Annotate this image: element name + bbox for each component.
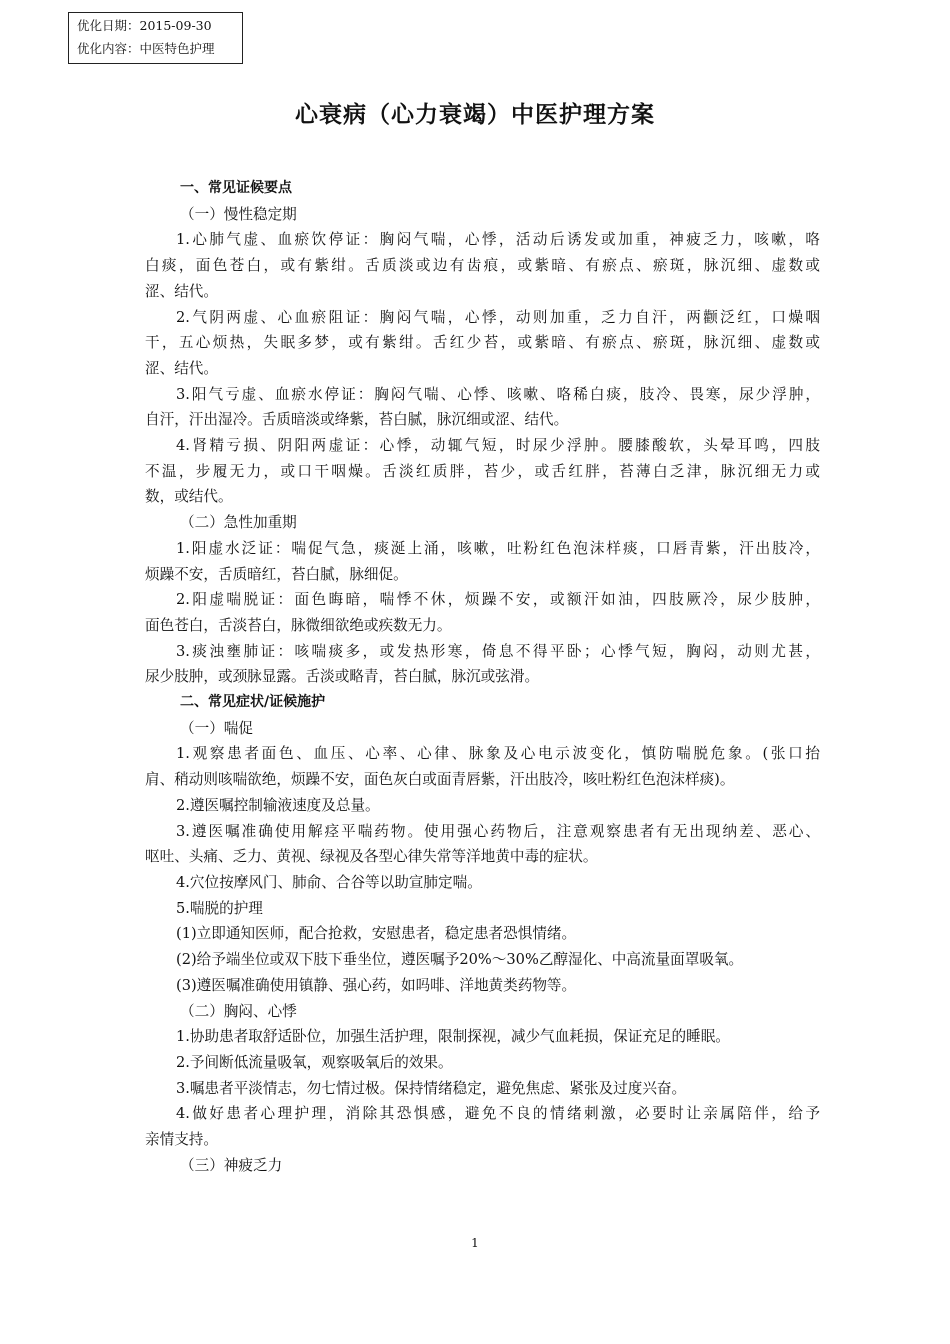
subsection-heading: （三）神疲乏力 <box>180 1156 283 1174</box>
paragraph-last-line: 涩、结代。 <box>145 359 218 377</box>
paragraph-line: 2.予间断低流量吸氧，观察吸氧后的效果。 <box>176 1053 453 1071</box>
optimization-content: 优化内容：中医特色护理 <box>77 41 215 56</box>
subsection-heading: （二）胸闷、心悸 <box>180 1002 297 1020</box>
paragraph-line: 4.穴位按摩风门、肺俞、合谷等以助宣肺定喘。 <box>176 873 482 891</box>
paragraph-first-line: 1.心肺气虚、血瘀饮停证：胸闷气喘，心悸，活动后诱发或加重，神疲乏力，咳嗽，咯 <box>176 231 820 249</box>
paragraph-last-line: 呕吐、头痛、乏力、黄视、绿视及各型心律失常等洋地黄中毒的症状。 <box>145 848 598 866</box>
paragraph-line: (2)给予端坐位或双下肢下垂坐位，遵医嘱予20%～30%乙醇湿化、中高流量面罩吸氧。 <box>176 951 744 969</box>
paragraph-line: 5.喘脱的护理 <box>176 899 263 917</box>
paragraph-first-line: 3.痰浊壅肺证：咳喘痰多，或发热形寒，倚息不得平卧；心悸气短，胸闷，动则尤甚， <box>176 642 820 660</box>
paragraph-line: 1.协助患者取舒适卧位，加强生活护理，限制探视，减少气血耗损，保证充足的睡眠。 <box>176 1028 730 1046</box>
paragraph-last-line: 烦躁不安，舌质暗红，苔白腻，脉细促。 <box>145 565 408 583</box>
paragraph-last-line: 涩、结代。 <box>145 282 218 300</box>
optimization-date: 优化日期：2015-09-30 <box>77 18 212 33</box>
paragraph-first-line: 1.阳虚水泛证：喘促气急，痰涎上涌，咳嗽，吐粉红色泡沫样痰，口唇青紫，汗出肢冷， <box>176 539 820 557</box>
subsection-heading: （一）慢性稳定期 <box>180 205 297 223</box>
paragraph-last-line: 尿少肢肿，或颈脉显露。舌淡或略青，苔白腻，脉沉或弦滑。 <box>145 668 540 686</box>
paragraph-line: 3.嘱患者平淡情志，勿七情过极。保持情绪稳定，避免焦虑、紧张及过度兴奋。 <box>176 1079 687 1097</box>
paragraph-line: 2.遵医嘱控制输液速度及总量。 <box>176 796 380 814</box>
paragraph-first-line: 3.遵医嘱准确使用解痉平喘药物。使用强心药物后，注意观察患者有无出现纳差、恶心、 <box>176 822 820 840</box>
optimization-info-box <box>68 12 243 64</box>
document-title: 心衰病（心力衰竭）中医护理方案 <box>295 102 655 128</box>
paragraph-line: 白痰，面色苍白，或有紫绀。舌质淡或边有齿痕，或紫暗、有瘀点、瘀斑，脉沉细、虚数或 <box>145 257 820 275</box>
paragraph-line: (1)立即通知医师，配合抢救，安慰患者，稳定患者恐惧情绪。 <box>176 925 577 943</box>
paragraph-first-line: 2.阳虚喘脱证：面色晦暗，喘悸不休，烦躁不安，或额汗如油，四肢厥冷，尿少肢肿， <box>176 591 820 609</box>
section-heading: 一、常见证候要点 <box>180 180 292 196</box>
paragraph-last-line: 数，或结代。 <box>145 488 233 506</box>
paragraph-last-line: 面色苍白，舌淡苔白，脉微细欲绝或疾数无力。 <box>145 616 452 634</box>
paragraph-first-line: 2.气阴两虚、心血瘀阻证：胸闷气喘，心悸，动则加重，乏力自汗，两颧泛红，口燥咽 <box>176 308 820 326</box>
paragraph-first-line: 4.做好患者心理护理，消除其恐惧感，避免不良的情绪刺激，必要时让亲属陪伴，给予 <box>176 1105 820 1123</box>
paragraph-last-line: 自汗，汗出湿冷。舌质暗淡或绛紫，苔白腻，脉沉细或涩、结代。 <box>145 411 569 429</box>
paragraph-line: 不温，步履无力，或口干咽燥。舌淡红质胖，苔少，或舌红胖，苔薄白乏津，脉沉细无力或 <box>145 462 820 480</box>
paragraph-line: 干，五心烦热，失眠多梦，或有紫绀。舌红少苔，或紫暗、有瘀点、瘀斑，脉沉细、虚数或 <box>145 334 820 352</box>
paragraph-first-line: 3.阳气亏虚、血瘀水停证：胸闷气喘、心悸、咳嗽、咯稀白痰，肢冷、畏寒，尿少浮肿， <box>176 385 820 403</box>
paragraph-last-line: 亲情支持。 <box>145 1131 218 1149</box>
section-heading: 二、常见症状/证候施护 <box>180 694 326 711</box>
paragraph-last-line: 肩、稍动则咳喘欲绝，烦躁不安，面色灰白或面青唇紫，汗出肢冷，咳吐粉红色泡沫样痰)。 <box>145 771 735 789</box>
paragraph-first-line: 1.观察患者面色、血压、心率、心律、脉象及心电示波变化，慎防喘脱危象。(张口抬 <box>176 745 820 763</box>
subsection-heading: （一）喘促 <box>180 719 253 737</box>
document-body <box>145 176 820 1178</box>
page-number: 1 <box>471 1236 479 1250</box>
paragraph-line: (3)遵医嘱准确使用镇静、强心药，如吗啡、洋地黄类药物等。 <box>176 976 577 994</box>
paragraph-first-line: 4.肾精亏损、阴阳两虚证：心悸，动辄气短，时尿少浮肿。腰膝酸软，头晕耳鸣，四肢 <box>176 437 820 455</box>
subsection-heading: （二）急性加重期 <box>180 514 297 532</box>
